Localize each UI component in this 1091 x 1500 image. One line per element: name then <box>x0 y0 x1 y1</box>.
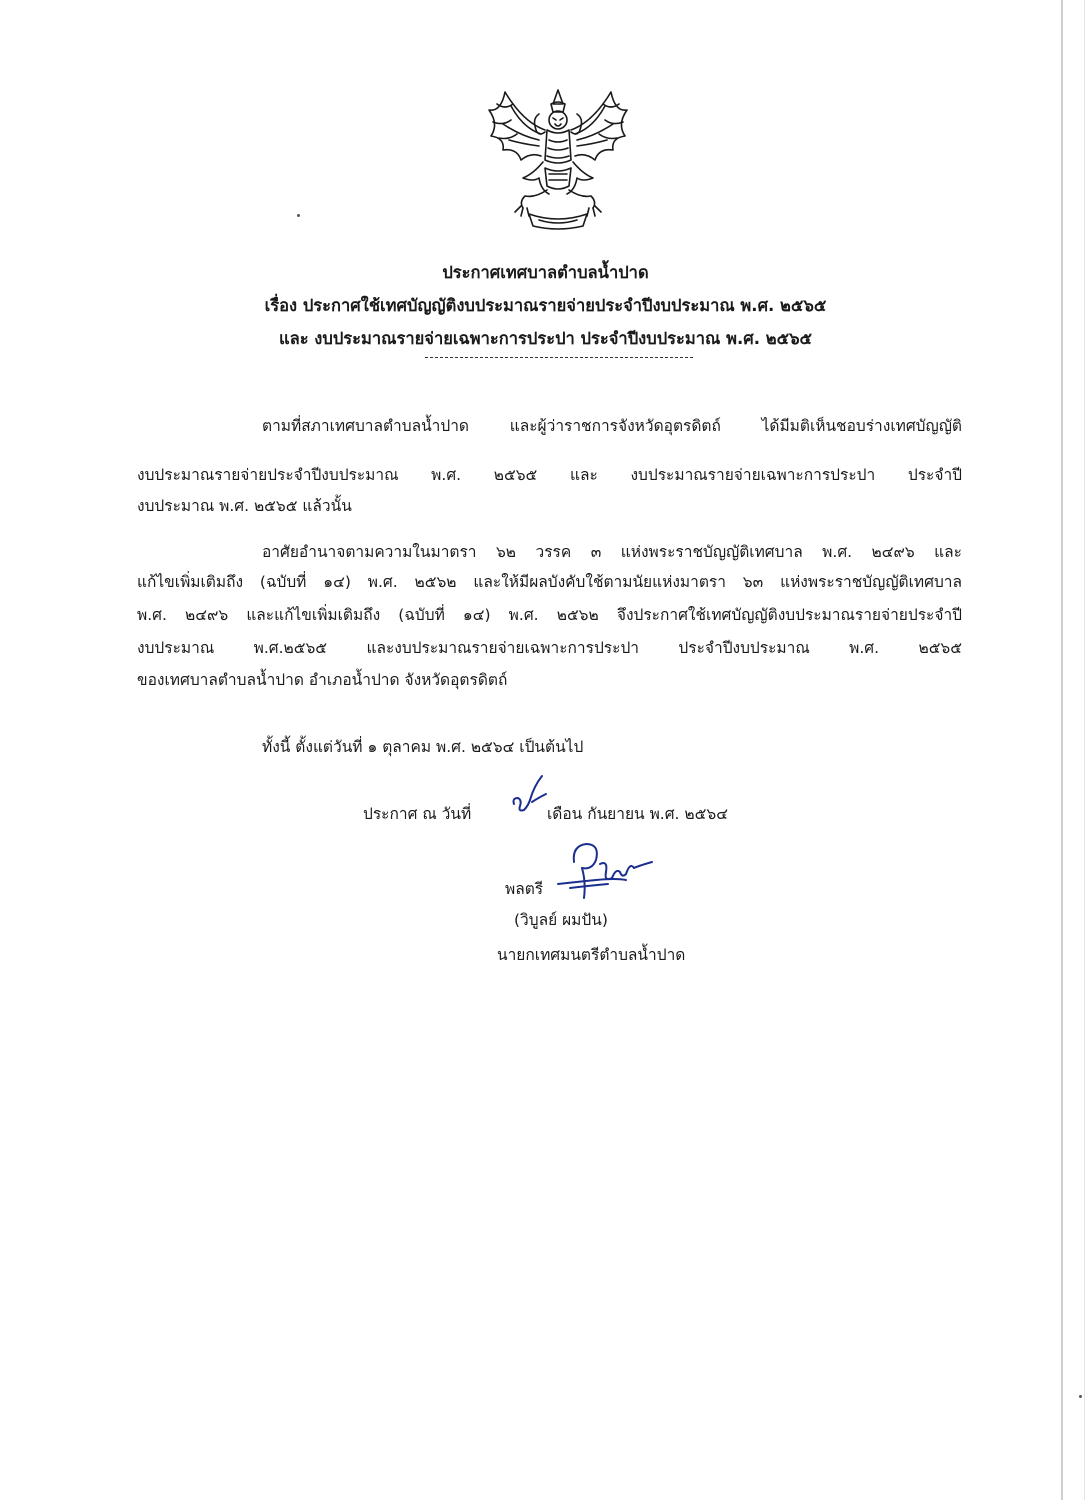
handwritten-day-mark <box>508 770 552 816</box>
para1-line1: ตามที่สภาเทศบาลตำบลน้ำปาด และผู้ว่าราชการจังหวัดอุตรดิตถ์ ได้มีมติเห็นชอบร่างเทศบัญญัติ <box>262 417 962 435</box>
para2-line3: พ.ศ. ๒๔๙๖ และแก้ไขเพิ่มเติมถึง (ฉบับที่ ๑๔) พ.ศ. ๒๕๖๒ จึงประกาศใช้เทศบัญญัติงบประมาณรายจ่ายประจำปี <box>137 606 962 624</box>
garuda-emblem-icon <box>483 82 633 234</box>
speck <box>297 214 300 217</box>
para1-line2: งบประมาณรายจ่ายประจำปีงบประมาณ พ.ศ. ๒๕๖๕ และ งบประมาณรายจ่ายเฉพาะการประปา ประจำปี <box>137 466 962 484</box>
announcement-authority: ประกาศเทศบาลตำบลน้ำปาด <box>442 263 649 282</box>
page-edge-outer <box>1084 0 1085 1500</box>
signatory-name: (วิบูลย์ ผมปัน) <box>514 911 608 929</box>
speck <box>1079 1395 1082 1398</box>
para2-line5: ของเทศบาลตำบลน้ำปาด อำเภอน้ำปาด จังหวัดอุตรดิตถ์ <box>137 671 508 689</box>
para2-line4: งบประมาณ พ.ศ.๒๕๖๕ และงบประมาณรายจ่ายเฉพาะการประปา ประจำปีงบประมาณ พ.ศ. ๒๕๖๕ <box>137 639 962 657</box>
effective-date-line: ทั้งนี้ ตั้งแต่วันที่ ๑ ตุลาคม พ.ศ. ๒๕๖๔ เป็นต้นไป <box>262 738 584 756</box>
para2-line2: แก้ไขเพิ่มเติมถึง (ฉบับที่ ๑๔) พ.ศ. ๒๕๖๒ และให้มีผลบังคับใช้ตามนัยแห่งมาตรา ๖๓ แห่งพระราชบัญญัติเทศบาล <box>137 573 962 591</box>
announcement-date-suffix: เดือน กันยายน พ.ศ. ๒๕๖๔ <box>547 805 728 823</box>
signature-image <box>556 838 656 902</box>
announcement-date-prefix: ประกาศ ณ วันที่ <box>363 805 472 823</box>
announcement-subject-line2: และ งบประมาณรายจ่ายเฉพาะการประปา ประจำปีงบประมาณ พ.ศ. ๒๕๖๕ <box>278 329 813 348</box>
heading-separator <box>425 357 693 358</box>
signatory-rank: พลตรี <box>505 880 544 898</box>
announcement-subject-line1: เรื่อง ประกาศใช้เทศบัญญัติงบประมาณรายจ่ายประจำปีงบประมาณ พ.ศ. ๒๕๖๕ <box>264 296 827 315</box>
page-edge <box>1061 0 1063 1500</box>
signatory-position: นายกเทศมนตรีตำบลน้ำปาด <box>497 946 686 964</box>
para1-line3: งบประมาณ พ.ศ. ๒๕๖๕ แล้วนั้น <box>137 497 352 515</box>
para2-line1: อาศัยอำนาจตามความในมาตรา ๖๒ วรรค ๓ แห่งพระราชบัญญัติเทศบาล พ.ศ. ๒๔๙๖ และ <box>262 543 962 561</box>
